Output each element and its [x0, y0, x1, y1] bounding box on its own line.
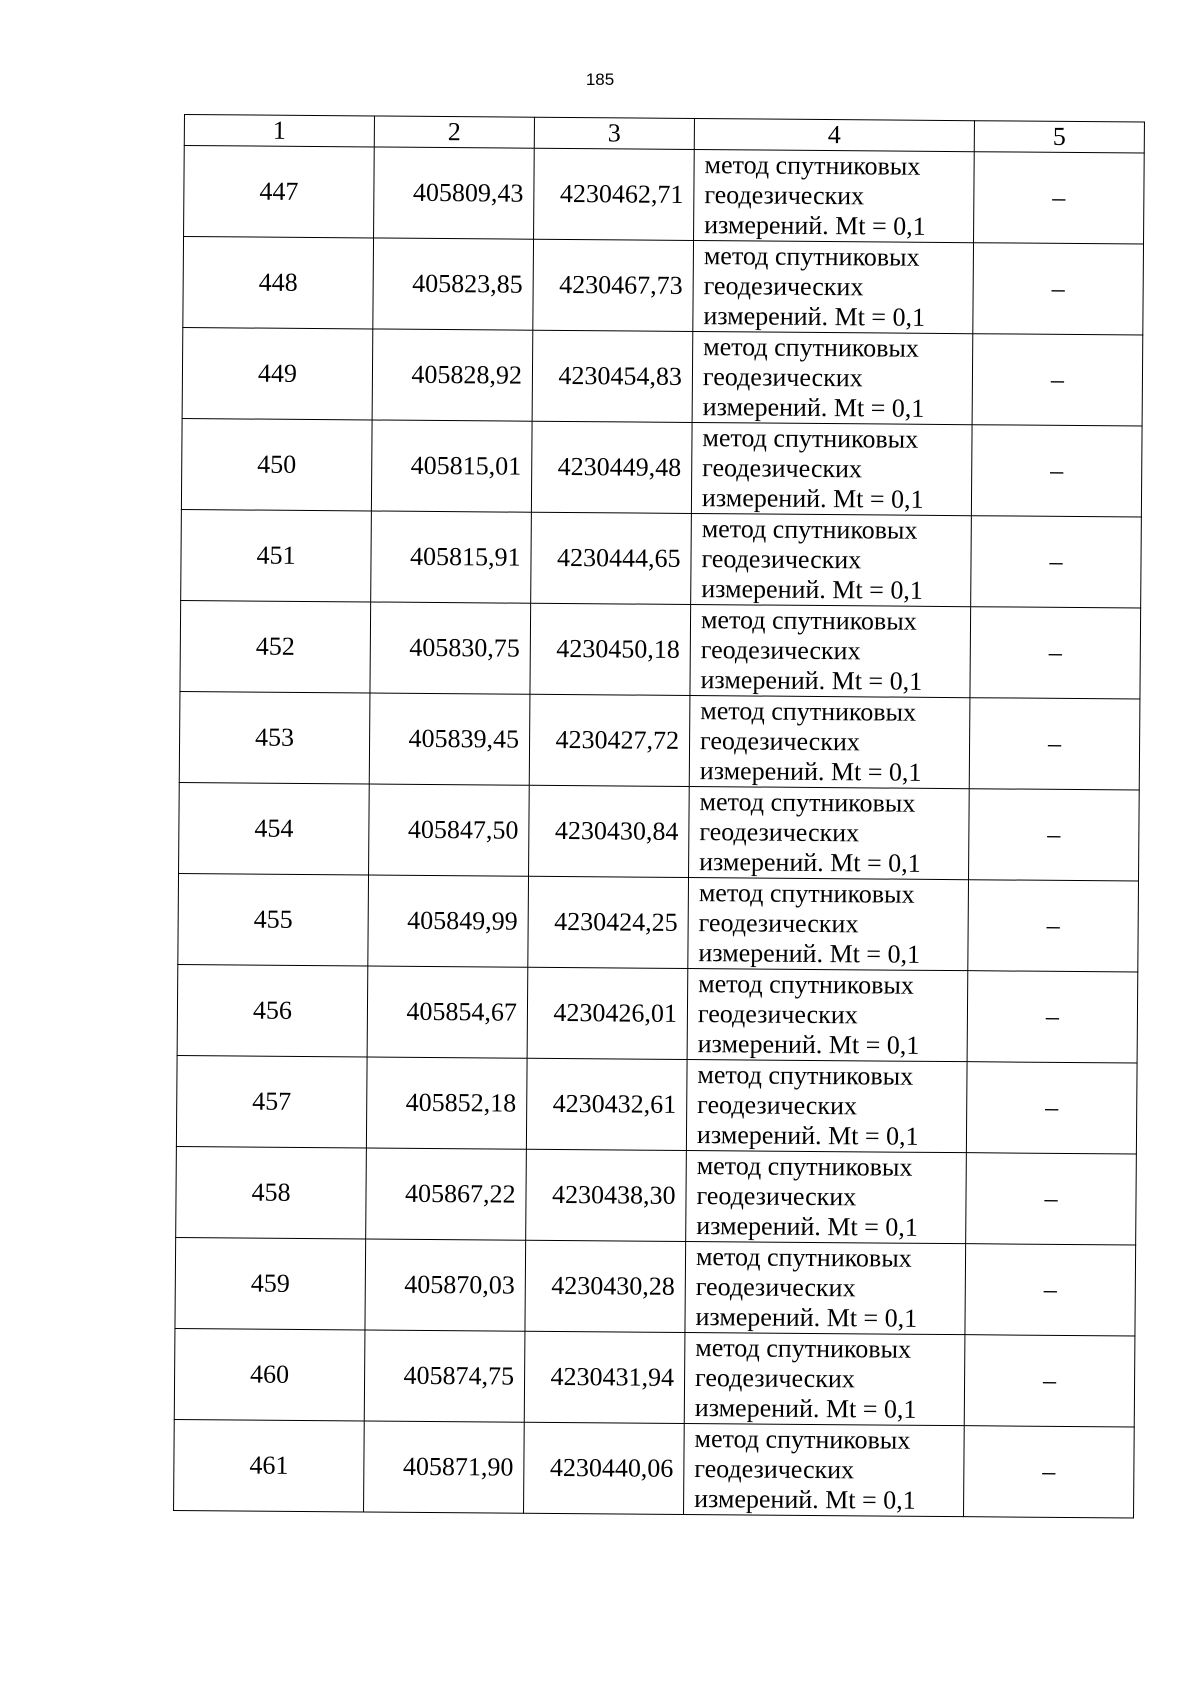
note-cell: – — [968, 880, 1139, 972]
method-cell — [692, 332, 973, 425]
x-coordinate-cell: 405871,90 — [364, 1421, 525, 1513]
method-line: геодезических — [699, 726, 860, 757]
point-number-cell: 447 — [184, 146, 375, 238]
method-cell — [689, 786, 970, 879]
method-line: метод спутниковых — [699, 787, 916, 818]
table-row — [182, 327, 1143, 426]
table-row — [184, 146, 1145, 245]
method-cell — [687, 968, 968, 1061]
method-line: измерений. Mt = 0,1 — [704, 210, 926, 241]
method-line: метод спутниковых — [696, 1151, 913, 1182]
method-line: измерений. Mt = 0,1 — [695, 1302, 918, 1333]
method-line: измерений. Mt = 0,1 — [694, 1393, 917, 1424]
x-coordinate-cell: 405830,75 — [370, 602, 531, 694]
y-coordinate-cell: 4230454,83 — [532, 330, 693, 422]
method-line: метод спутниковых — [703, 332, 919, 363]
method-line: геодезических — [700, 635, 861, 666]
x-coordinate-cell: 405809,43 — [374, 147, 535, 239]
method-line: геодезических — [697, 1090, 858, 1121]
method-cell — [684, 1332, 965, 1425]
header-col-4: 4 — [694, 119, 974, 152]
y-coordinate-cell: 4230427,72 — [529, 694, 690, 786]
note-cell: – — [971, 516, 1142, 608]
table-row — [181, 418, 1142, 517]
point-number-cell: 455 — [178, 873, 369, 965]
x-coordinate-cell: 405839,45 — [369, 693, 530, 785]
x-coordinate-cell: 405852,18 — [366, 1057, 527, 1149]
method-line: геодезических — [701, 544, 862, 575]
point-number-cell: 452 — [180, 600, 371, 692]
note-cell: – — [964, 1426, 1135, 1518]
note-cell: – — [967, 971, 1138, 1063]
x-coordinate-cell: 405870,03 — [365, 1239, 526, 1331]
note-cell: – — [964, 1335, 1135, 1427]
method-line: геодезических — [698, 908, 859, 939]
method-cell — [688, 877, 969, 970]
y-coordinate-cell: 4230438,30 — [526, 1149, 687, 1241]
table-row — [176, 1055, 1137, 1154]
table-row — [176, 1146, 1137, 1245]
point-number-cell: 449 — [182, 327, 373, 419]
header-col-1: 1 — [184, 115, 374, 147]
point-number-cell: 451 — [181, 509, 372, 601]
x-coordinate-cell: 405849,99 — [368, 875, 529, 967]
note-cell: – — [971, 425, 1142, 517]
table-row — [181, 509, 1142, 608]
method-line: метод спутниковых — [694, 1424, 911, 1455]
method-line: метод спутниковых — [698, 878, 915, 909]
y-coordinate-cell: 4230444,65 — [531, 512, 692, 604]
page-number: 185 — [585, 70, 615, 89]
x-coordinate-cell: 405828,92 — [372, 329, 533, 421]
header-col-3: 3 — [534, 117, 694, 149]
table-row — [178, 873, 1139, 972]
method-line: геодезических — [703, 271, 864, 302]
x-coordinate-cell: 405847,50 — [369, 784, 530, 876]
point-number-cell: 454 — [179, 782, 370, 874]
x-coordinate-cell: 405823,85 — [373, 238, 534, 330]
note-cell: – — [974, 152, 1145, 244]
table-row — [177, 964, 1138, 1063]
y-coordinate-cell: 4230432,61 — [526, 1058, 687, 1150]
method-line: геодезических — [697, 999, 858, 1030]
y-coordinate-cell: 4230424,25 — [528, 876, 689, 968]
table-row — [174, 1328, 1135, 1427]
note-cell: – — [969, 789, 1140, 881]
method-cell — [691, 513, 972, 606]
y-coordinate-cell: 4230426,01 — [527, 967, 688, 1059]
method-line: измерений. Mt = 0,1 — [696, 1211, 919, 1242]
table-row — [183, 237, 1144, 336]
method-line: измерений. Mt = 0,1 — [702, 392, 925, 423]
method-line: метод спутниковых — [698, 969, 914, 1000]
method-line: геодезических — [699, 817, 860, 848]
table-row — [175, 1237, 1136, 1336]
method-line: измерений. Mt = 0,1 — [699, 756, 922, 787]
method-line: измерений. Mt = 0,1 — [701, 483, 924, 514]
y-coordinate-cell: 4230450,18 — [530, 603, 691, 695]
coordinates-table — [173, 114, 1145, 1519]
table-row — [174, 1419, 1135, 1518]
method-line: геодезических — [702, 453, 863, 484]
method-line: метод спутниковых — [702, 423, 919, 454]
x-coordinate-cell: 405815,01 — [371, 420, 532, 512]
note-cell: – — [965, 1244, 1136, 1336]
x-coordinate-cell: 405815,91 — [371, 511, 532, 603]
method-line: метод спутниковых — [700, 605, 917, 636]
method-line: геодезических — [696, 1181, 857, 1212]
method-line: измерений. Mt = 0,1 — [700, 665, 923, 696]
x-coordinate-cell: 405874,75 — [364, 1330, 525, 1422]
method-line: метод спутниковых — [695, 1242, 912, 1273]
table-row — [180, 600, 1141, 699]
note-cell: – — [969, 698, 1140, 790]
point-number-cell: 461 — [174, 1419, 365, 1511]
method-line: метод спутниковых — [701, 514, 918, 545]
point-number-cell: 457 — [176, 1055, 367, 1147]
method-cell — [691, 423, 972, 516]
method-line: метод спутниковых — [704, 150, 921, 181]
note-cell: – — [972, 334, 1143, 426]
method-cell — [684, 1423, 965, 1516]
y-coordinate-cell: 4230467,73 — [533, 239, 694, 331]
method-cell — [693, 241, 974, 334]
point-number-cell: 456 — [177, 964, 368, 1056]
table-row — [179, 691, 1140, 790]
method-line: измерений. Mt = 0,1 — [703, 301, 926, 332]
method-line: метод спутниковых — [703, 241, 920, 272]
y-coordinate-cell: 4230430,84 — [529, 785, 690, 877]
y-coordinate-cell: 4230431,94 — [524, 1331, 685, 1423]
method-line: измерений. Mt = 0,1 — [701, 574, 924, 605]
method-line: измерений. Mt = 0,1 — [698, 938, 921, 969]
y-coordinate-cell: 4230462,71 — [534, 148, 695, 240]
method-line: геодезических — [694, 1454, 855, 1485]
point-number-cell: 450 — [181, 418, 372, 510]
x-coordinate-cell: 405854,67 — [367, 966, 528, 1058]
method-line: метод спутниковых — [700, 696, 917, 727]
point-number-cell: 458 — [176, 1146, 367, 1238]
y-coordinate-cell: 4230440,06 — [524, 1422, 685, 1514]
header-col-5: 5 — [974, 121, 1144, 153]
header-col-2: 2 — [374, 116, 534, 148]
method-line: измерений. Mt = 0,1 — [697, 1029, 920, 1060]
note-cell: – — [966, 1062, 1137, 1154]
table-row — [179, 782, 1140, 881]
note-cell: – — [966, 1153, 1137, 1245]
method-cell — [689, 695, 970, 788]
method-line: геодезических — [704, 180, 865, 211]
note-cell: – — [970, 607, 1141, 699]
method-line: измерений. Mt = 0,1 — [696, 1120, 919, 1151]
method-line: измерений. Mt = 0,1 — [694, 1484, 916, 1515]
y-coordinate-cell: 4230430,28 — [525, 1240, 686, 1332]
method-cell — [690, 604, 971, 697]
method-line: геодезических — [702, 362, 863, 393]
method-cell — [686, 1059, 967, 1152]
table-body — [174, 146, 1145, 1518]
method-line: метод спутниковых — [695, 1333, 912, 1364]
method-cell — [694, 150, 975, 243]
y-coordinate-cell: 4230449,48 — [531, 421, 692, 513]
point-number-cell: 448 — [183, 237, 374, 329]
method-cell — [685, 1241, 966, 1334]
point-number-cell: 459 — [175, 1237, 366, 1329]
note-cell: – — [973, 243, 1144, 335]
point-number-cell: 453 — [179, 691, 370, 783]
point-number-cell: 460 — [174, 1328, 365, 1420]
method-cell — [686, 1150, 967, 1243]
method-line: геодезических — [694, 1363, 855, 1394]
method-line: метод спутниковых — [697, 1060, 914, 1091]
method-line: измерений. Mt = 0,1 — [699, 847, 921, 878]
method-line: геодезических — [695, 1272, 856, 1303]
x-coordinate-cell: 405867,22 — [366, 1148, 527, 1240]
